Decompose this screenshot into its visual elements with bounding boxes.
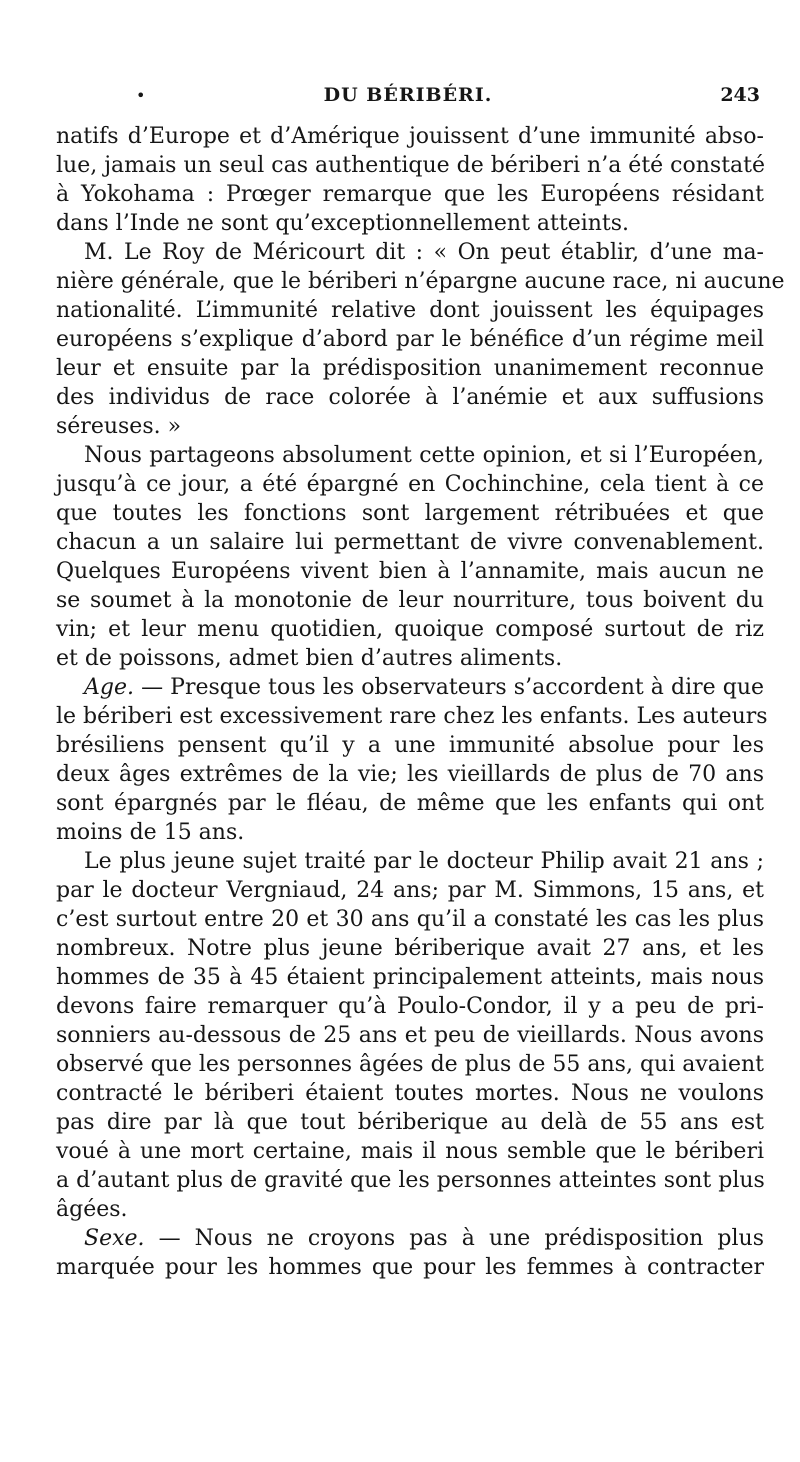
- text-line: dans l’Inde ne sont qu’exceptionnellement atteints.: [56, 211, 630, 236]
- text-line-age: [56, 673, 764, 702]
- text-line: lue, jamais un seul cas authentique de bériberi n’a été constaté: [56, 153, 766, 178]
- text-line: séreuses. »: [56, 414, 182, 439]
- text-line: à Yokohama : Prœger remarque que les Européens résidant: [56, 182, 764, 207]
- text-line: observé que les personnes âgées de plus de 55 ans, qui avaient: [56, 1052, 764, 1077]
- text-line: nationalité. L’immunité relative dont jouissent les équipages: [56, 298, 764, 323]
- text-line: contracté le bériberi étaient toutes mortes. Nous ne voulons: [56, 1081, 764, 1106]
- text-line: par le docteur Vergniaud, 24 ans; par M. Simmons, 15 ans, et: [56, 878, 764, 903]
- text-line: M. Le Roy de Méricourt dit : « On peut établir, d’une ma-: [84, 240, 764, 265]
- text-line: marquée pour les hommes que pour les femmes à contracter: [56, 1255, 764, 1280]
- text-line: sonniers au-dessous de 25 ans et peu de vieillards. Nous avons: [56, 1023, 764, 1048]
- text-line: pas dire par là que tout bériberique au delà de 55 ans est: [56, 1110, 764, 1135]
- text-line: le bériberi est excessivement rare chez les enfants. Les auteurs: [56, 704, 768, 729]
- text-line-age-rest: — Presque tous les observateurs s’accordent à dire que: [141, 675, 765, 700]
- section-head-age: Age.: [84, 675, 134, 700]
- text-line: voué à une mort certaine, mais il nous semble que le bériberi: [56, 1139, 764, 1164]
- text-line: a d’autant plus de gravité que les personnes atteintes sont plus: [56, 1168, 765, 1193]
- text-line-sexe: [56, 1224, 764, 1253]
- text-line: vin; et leur menu quotidien, quoique composé surtout de riz: [56, 617, 764, 642]
- text-line: jusqu’à ce jour, a été épargné en Cochinchine, cela tient à ce: [56, 472, 764, 497]
- text-line: se soumet à la monotonie de leur nourriture, tous boivent du: [56, 588, 764, 613]
- text-line: Le plus jeune sujet traité par le docteur Philip avait 21 ans ;: [84, 849, 764, 874]
- text-line: nière générale, que le bériberi n’épargne aucune race, ni aucune: [56, 269, 785, 294]
- body-text: [56, 122, 785, 1282]
- text-line: leur et ensuite par la prédisposition unanimement reconnue: [56, 356, 764, 381]
- text-line: c’est surtout entre 20 et 30 ans qu’il a constaté les cas les plus: [56, 907, 764, 932]
- page-number: 243: [720, 84, 760, 106]
- text-line: nombreux. Notre plus jeune bériberique avait 27 ans, et les: [56, 936, 764, 961]
- text-line: européens s’explique d’abord par le bénéfice d’un régime meil: [56, 327, 764, 352]
- text-line: âgées.: [56, 1197, 128, 1222]
- text-line: Nous partageons absolument cette opinion, et si l’Européen,: [84, 443, 764, 468]
- text-line: moins de 15 ans.: [56, 820, 245, 845]
- text-line: et de poissons, admet bien d’autres aliments.: [56, 646, 563, 671]
- header-dot: •: [136, 86, 146, 105]
- text-line: deux âges extrêmes de la vie; les vieillards de plus de 70 ans: [56, 762, 764, 787]
- running-header: [56, 84, 760, 112]
- text-line: sont épargnés par le fléau, de même que les enfants qui ont: [56, 791, 764, 816]
- text-line: brésiliens pensent qu’il y a une immunité absolue pour les: [56, 733, 764, 758]
- text-line: devons faire remarquer qu’à Poulo-Condor, il y a peu de pri-: [56, 994, 764, 1019]
- text-line: que toutes les fonctions sont largement rétribuées et que: [56, 501, 764, 526]
- text-line: natifs d’Europe et d’Amérique jouissent d’une immunité abso-: [56, 124, 764, 149]
- running-title: DU BÉRIBÉRI.: [323, 84, 493, 106]
- text-line-sexe-rest: — Nous ne croyons pas à une prédisposition plus: [158, 1226, 764, 1251]
- text-line: hommes de 35 à 45 étaient principalement atteints, mais nous: [56, 965, 764, 990]
- text-line: chacun a un salaire lui permettant de vivre convenablement.: [56, 530, 764, 555]
- text-line: Quelques Européens vivent bien à l’annamite, mais aucun ne: [56, 559, 764, 584]
- text-line: des individus de race colorée à l’anémie et aux suffusions: [56, 385, 764, 410]
- section-head-sexe: Sexe.: [84, 1226, 145, 1251]
